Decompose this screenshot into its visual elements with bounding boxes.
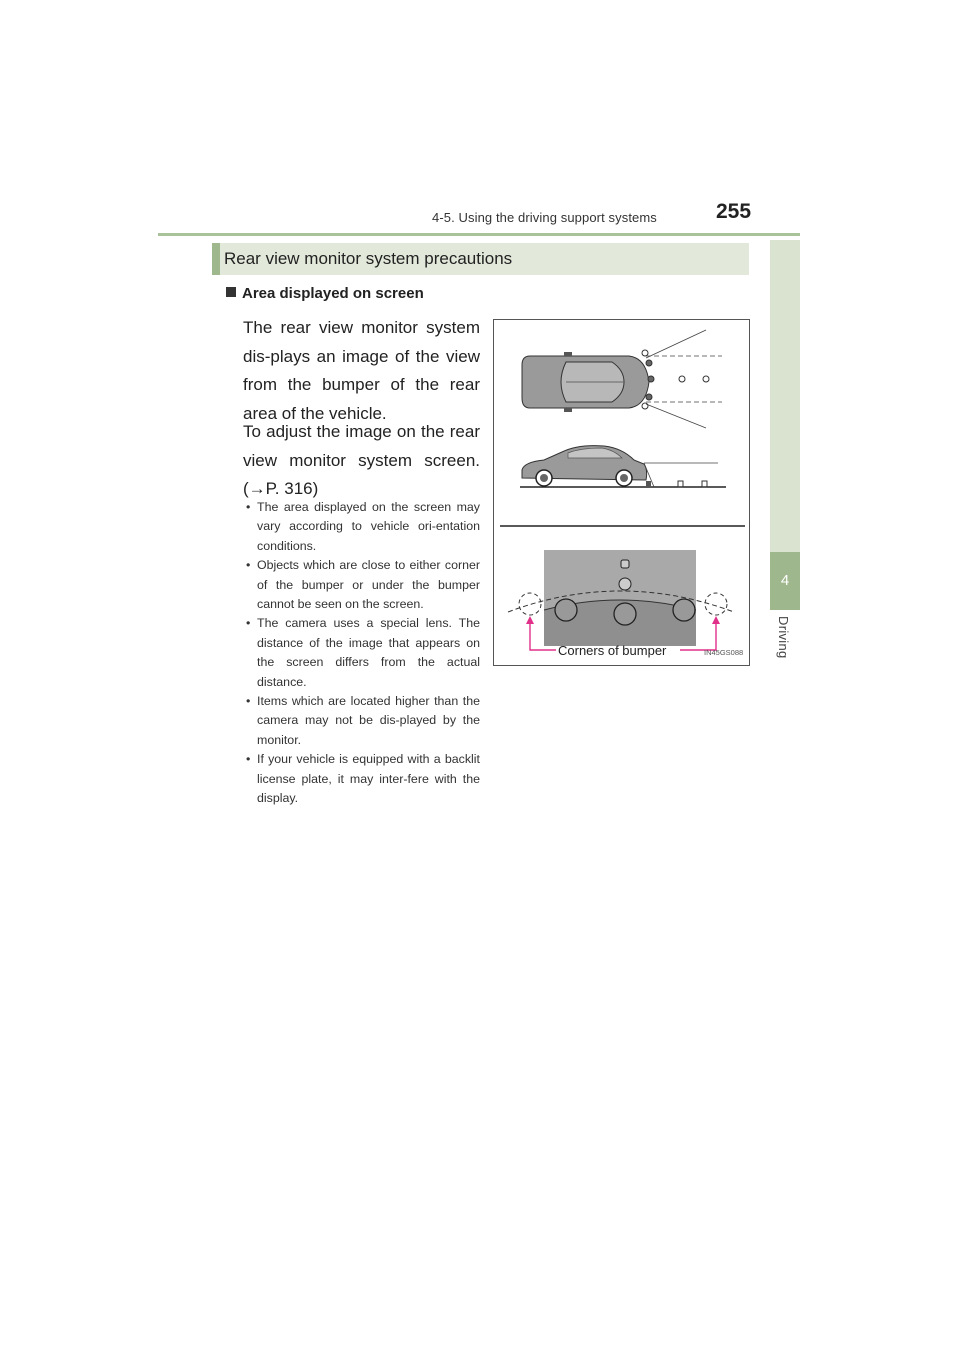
- list-item: • Items which are located higher than the camera may not be dis-played by the monitor.: [243, 692, 480, 750]
- section-title: Rear view monitor system precautions: [224, 249, 513, 268]
- figure-illustration: [494, 320, 751, 667]
- list-item: • If your vehicle is equipped with a backlit license plate, it may inter-fere with the display.: [243, 750, 480, 808]
- chapter-side-tab: [770, 240, 800, 610]
- header-rule: [158, 233, 800, 236]
- car-top-view: [522, 352, 649, 412]
- paragraph-intro: The rear view monitor system dis-plays an image of the view from the bumper of the rear area of the vehicle.: [243, 318, 480, 423]
- precaution-list: [243, 498, 480, 809]
- chapter-number: 4: [780, 572, 790, 589]
- subsection-title: Area displayed on screen: [242, 285, 424, 302]
- square-bullet-icon: [226, 287, 236, 297]
- section-heading-bar: [212, 243, 220, 275]
- list-item: • Objects which are close to either corner of the bumper or under the bumper cannot be seen on the screen.: [243, 556, 480, 614]
- page-number: 255: [716, 200, 752, 223]
- figure-code: IN45GS088: [704, 648, 744, 657]
- header-section-title: 4-5. Using the driving support systems: [432, 210, 657, 225]
- list-item: • The area displayed on the screen may vary according to vehicle ori-entation conditions.: [243, 498, 480, 556]
- monitor-screen: [544, 550, 696, 646]
- paragraph-adjust: To adjust the image on the rear view monitor system screen. (→P. 316): [243, 422, 480, 498]
- rear-view-figure: [493, 319, 750, 666]
- chapter-label: Driving: [776, 616, 791, 659]
- car-side-view: [522, 446, 647, 486]
- list-item: • The camera uses a special lens. The distance of the image that appears on the screen differs from the actual distance.: [243, 614, 480, 692]
- figure-caption: Corners of bumper: [558, 643, 667, 658]
- section-heading: [212, 243, 749, 275]
- subsection-heading: [226, 285, 424, 302]
